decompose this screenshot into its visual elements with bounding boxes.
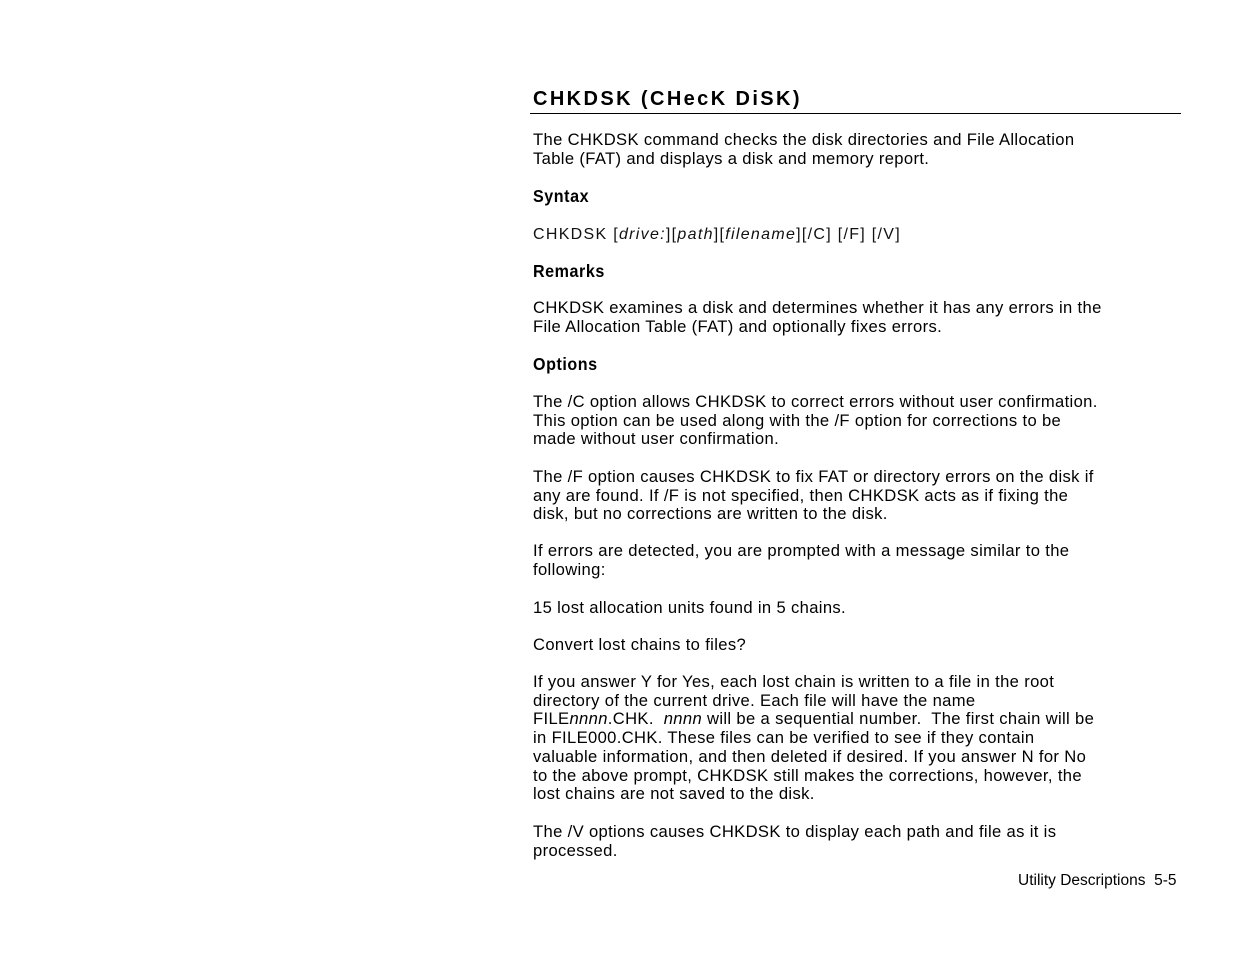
syntax-cmd: CHKDSK [ xyxy=(533,226,619,243)
option-v-paragraph xyxy=(533,823,1193,860)
answer-nnnn: nnnn xyxy=(569,709,608,729)
option-f-line: disk, but no corrections are written to the disk. xyxy=(533,504,888,524)
errors-line: following: xyxy=(533,559,606,579)
page-footer: Utility Descriptions 5-5 xyxy=(1018,872,1177,889)
option-f-line: The /F option causes CHKDSK to fix FAT or directory errors on the disk if xyxy=(533,467,1094,486)
answer-line xyxy=(533,710,1193,729)
remarks-paragraph xyxy=(533,299,1193,336)
syntax-heading: Syntax xyxy=(533,186,590,206)
answer-nnnn: nnnn xyxy=(663,709,703,729)
syntax-tail: ][/C] [/F] [/V] xyxy=(796,226,901,243)
answer-line: lost chains are not saved to the disk. xyxy=(533,784,815,804)
option-v-line: The /V options causes CHKDSK to display each path and file as it is xyxy=(533,822,1057,841)
intro-line: The CHKDSK command checks the disk directories and File Allocation xyxy=(533,130,1075,149)
answer-line: If you answer Y for Yes, each lost chain is written to a file in the root xyxy=(533,672,1055,691)
intro-paragraph xyxy=(533,131,1193,168)
intro-line: Table (FAT) and displays a disk and memory report. xyxy=(533,148,930,168)
syntax-sep: ][ xyxy=(713,226,726,243)
page-title: CHKDSK (CHecK DiSK) xyxy=(533,88,802,110)
answer-line: valuable information, and then deleted if desired. If you answer N for No xyxy=(533,746,1087,766)
syntax-drive: drive: xyxy=(618,226,666,243)
option-c-line: made without user confirmation. xyxy=(533,429,780,449)
answer-sequential: will be a sequential number. The first chain will be xyxy=(702,709,1095,729)
message-lost-units: 15 lost allocation units found in 5 chains. xyxy=(533,598,847,617)
remarks-line: CHKDSK examines a disk and determines whether it has any errors in the xyxy=(533,298,1102,317)
remarks-line: File Allocation Table (FAT) and optionally fixes errors. xyxy=(533,316,943,336)
errors-line: If errors are detected, you are prompted with a message similar to the xyxy=(533,541,1070,560)
option-c-line: The /C option allows CHKDSK to correct errors without user confirmation. xyxy=(533,392,1098,411)
message-convert-prompt: Convert lost chains to files? xyxy=(533,635,747,654)
syntax-sep: ][ xyxy=(665,226,678,243)
option-f-line: any are found. If /F is not specified, then CHKDSK acts as if fixing the xyxy=(533,485,1069,505)
syntax-line xyxy=(533,225,1193,245)
answer-line: directory of the current drive. Each file will have the name xyxy=(533,690,976,710)
answer-paragraph xyxy=(533,673,1193,804)
answer-file-prefix: FILE xyxy=(533,709,570,729)
syntax-filename: filename xyxy=(725,226,797,243)
option-c-line: This option can be used along with the /F option for corrections to be xyxy=(533,410,1062,430)
option-v-line: processed. xyxy=(533,840,618,860)
answer-chk-ext: .CHK. xyxy=(607,709,664,729)
errors-paragraph xyxy=(533,542,1193,579)
answer-line: in FILE000.CHK. These files can be verified to see if they contain xyxy=(533,728,1035,748)
options-heading: Options xyxy=(533,354,598,374)
answer-line: to the above prompt, CHKDSK still makes the corrections, however, the xyxy=(533,765,1082,785)
remarks-heading: Remarks xyxy=(533,261,605,281)
syntax-path: path xyxy=(677,226,714,243)
option-c-paragraph xyxy=(533,393,1193,449)
option-f-paragraph xyxy=(533,468,1193,524)
title-underline xyxy=(530,113,1181,114)
